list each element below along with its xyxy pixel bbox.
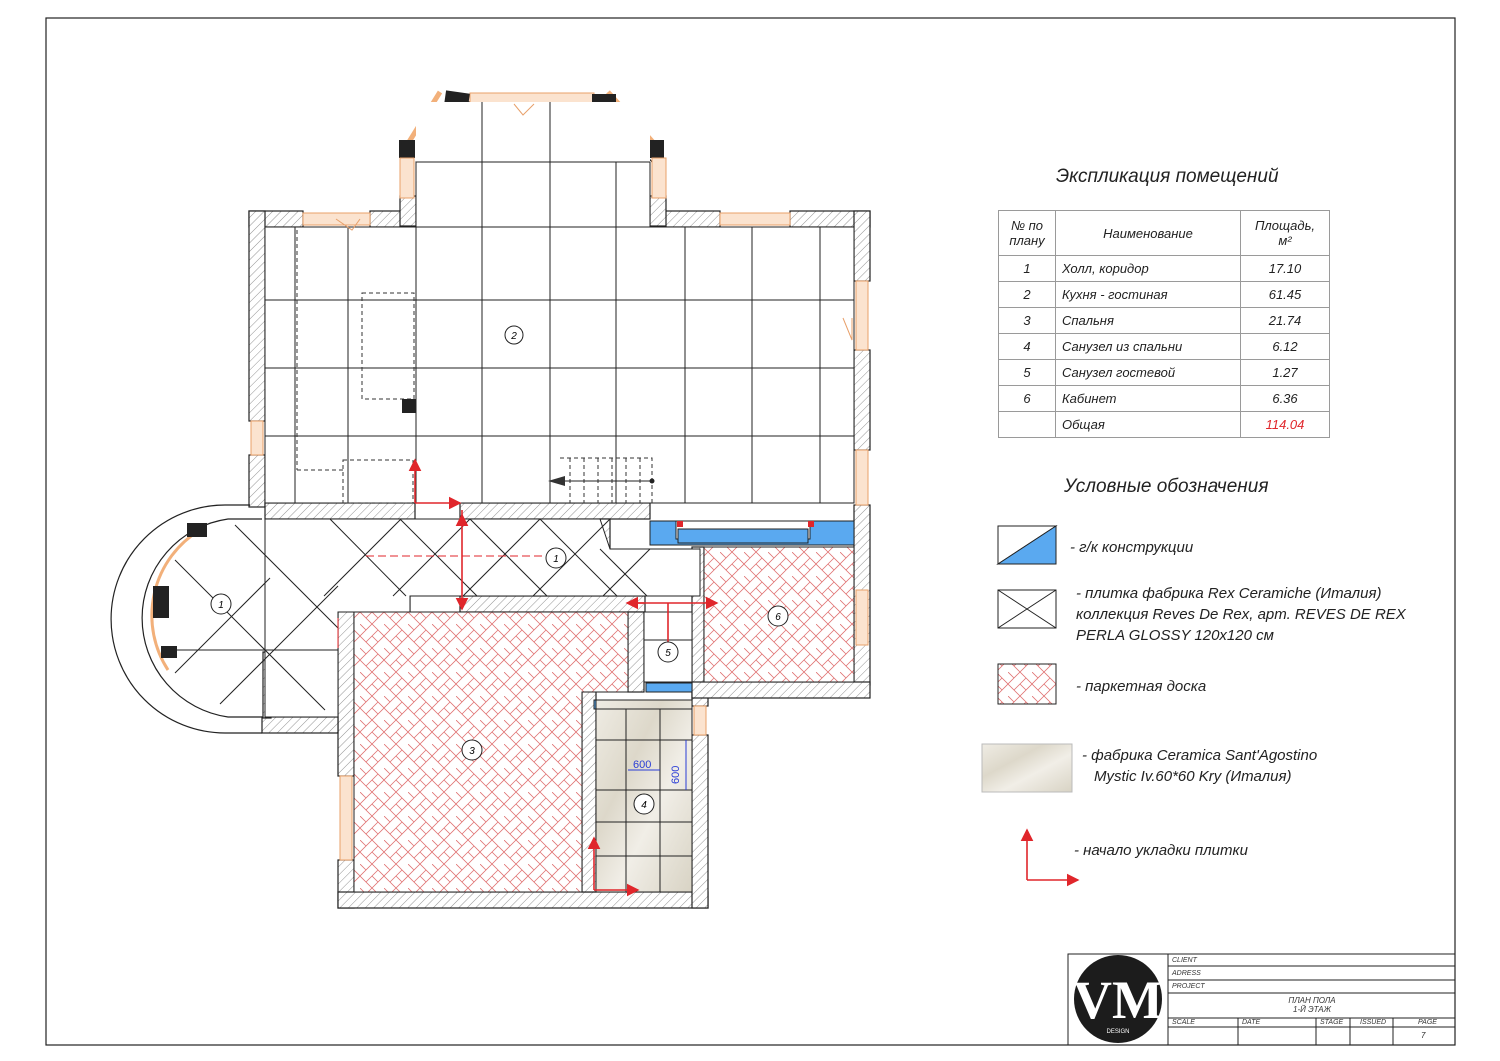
tb-drawing-title [1172,996,1452,1014]
room-number-1b: 1 [218,600,224,611]
table-row [999,282,1330,308]
tb-drawing-title-line: 1-Й ЭТАЖ [1293,1005,1331,1014]
header-name: Наименование [1056,211,1241,256]
legend-swatch-parquet [998,664,1056,704]
tb-page-label: PAGE [1418,1019,1437,1026]
cell-num: 1 [999,256,1056,282]
table-row [999,360,1330,386]
tb-date-label: DATE [1242,1019,1261,1026]
room-number-1a: 1 [553,554,559,565]
table-total-row [999,412,1330,438]
legend-text-tile [1076,583,1406,646]
cell-area: 17.10 [1241,256,1330,282]
legend-text-marble [1082,745,1317,787]
cell-name: Холл, коридор [1056,256,1241,282]
legend-swatch-tile [998,590,1056,628]
tb-stage-label: STAGE [1320,1019,1344,1026]
cell-num: 6 [999,386,1056,412]
table-row [999,308,1330,334]
total-area: 114.04 [1241,412,1330,438]
legend-line: PERLA GLOSSY 120x120 см [1076,627,1274,644]
legend-swatches [982,526,1078,880]
room-number-3: 3 [469,746,475,757]
logo-letters: VM [1073,970,1163,1030]
tb-drawing-title-line: ПЛАН ПОЛА [1288,996,1336,1005]
cell-name: Санузел из спальни [1056,334,1241,360]
room-number-6: 6 [775,612,781,623]
total-label: Общая [1056,412,1241,438]
dim-height: 600 [670,765,682,784]
table-row [999,334,1330,360]
cell-area: 1.27 [1241,360,1330,386]
room-number-2: 2 [511,331,517,342]
legend-line: - фабрика Ceramica Sant'Agostino [1082,747,1318,764]
explication-table [998,210,1330,438]
legend-line: Mystic Iv.60*60 Kry (Италия) [1094,768,1292,785]
tb-page-number: 7 [1421,1031,1426,1040]
legend-title: Условные обозначения [1064,476,1269,497]
explication-title: Экспликация помещений [1056,166,1279,187]
table-row [999,256,1330,282]
cell-area: 6.36 [1241,386,1330,412]
legend-line: - плитка фабрика Rex Ceramiche (Италия) [1076,585,1382,602]
cell-area: 6.12 [1241,334,1330,360]
cell-name: Кабинет [1056,386,1241,412]
cell-num: 2 [999,282,1056,308]
room-number-4: 4 [641,800,647,811]
cell-name: Спальня [1056,308,1241,334]
tb-issued-label: ISSUED [1360,1019,1387,1026]
legend-text-start [1074,840,1248,861]
cell-name: Кухня - гостиная [1056,282,1241,308]
legend-line: коллекция Reves De Rex, арт. REVES DE REX [1076,606,1406,623]
room-2-kitchen-living [265,102,854,503]
legend-line: - паркетная доска [1076,678,1207,695]
cell-area: 61.45 [1241,282,1330,308]
cell-num: 3 [999,308,1056,334]
room-number-5: 5 [665,648,671,659]
cell-num [999,412,1056,438]
header-num: № по плану [999,211,1056,256]
tb-scale-label: SCALE [1172,1019,1195,1026]
legend-text-parquet [1076,676,1206,697]
tb-adress-label: ADRESS [1172,970,1201,977]
floor-plan [111,90,870,908]
cell-name: Санузел гостевой [1056,360,1241,386]
logo-subtitle: DESIGN [1106,1029,1130,1035]
cell-num: 4 [999,334,1056,360]
legend-swatch-start-arrow [1027,830,1078,880]
legend-swatch-gk [998,526,1056,564]
tb-project-label: PROJECT [1172,983,1205,990]
legend-text-gk [1070,537,1193,558]
table-header-row [999,211,1330,256]
dim-width: 600 [633,759,652,771]
legend-swatch-marble [982,744,1072,792]
header-area: Площадь, м² [1241,211,1330,256]
cell-num: 5 [999,360,1056,386]
legend-line: - г/к конструкции [1070,539,1194,556]
table-row [999,386,1330,412]
tb-client-label: CLIENT [1172,957,1197,964]
legend-line: - начало укладки плитки [1074,842,1248,859]
cell-area: 21.74 [1241,308,1330,334]
